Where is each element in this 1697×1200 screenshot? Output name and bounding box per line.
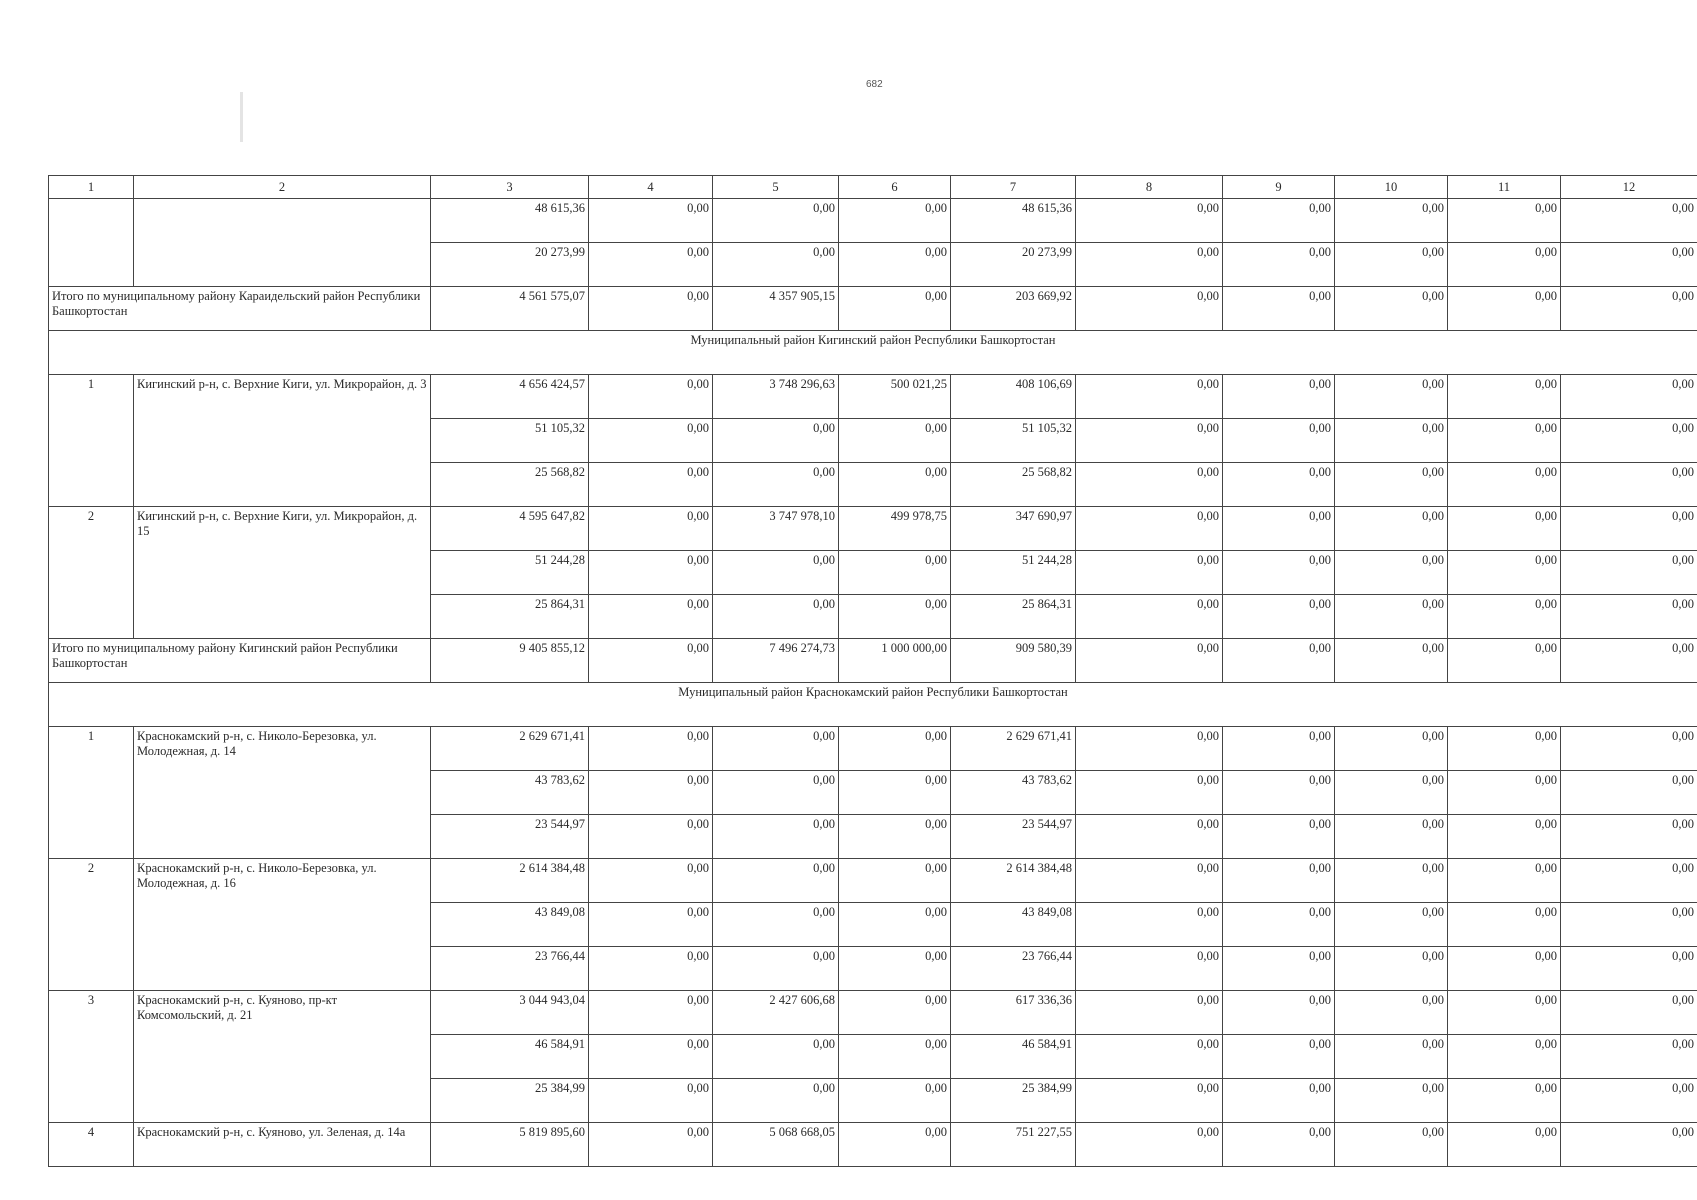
amount-cell: 0,00 <box>1223 507 1335 551</box>
amount-cell: 0,00 <box>1223 727 1335 771</box>
amount-cell: 0,00 <box>713 859 839 903</box>
amount-cell: 0,00 <box>1223 947 1335 991</box>
amount-cell: 4 595 647,82 <box>431 507 589 551</box>
amount-cell: 0,00 <box>1448 903 1561 947</box>
amount-cell: 0,00 <box>589 815 713 859</box>
amount-cell: 0,00 <box>589 1079 713 1123</box>
column-number-cell: 5 <box>713 176 839 199</box>
address-cell: Краснокамский р-н, с. Николо-Березовка, ул. Молодежная, д. 14 <box>134 727 431 859</box>
amount-cell: 0,00 <box>1223 287 1335 331</box>
amount-cell: 0,00 <box>1223 903 1335 947</box>
table-row <box>49 859 1697 903</box>
amount-cell: 0,00 <box>1335 419 1448 463</box>
amount-cell: 0,00 <box>1335 771 1448 815</box>
amount-cell: 9 405 855,12 <box>431 639 589 683</box>
column-number-row <box>49 176 1697 199</box>
amount-cell: 0,00 <box>1076 243 1223 287</box>
amount-cell: 0,00 <box>1223 639 1335 683</box>
amount-cell: 499 978,75 <box>839 507 951 551</box>
total-row <box>49 639 1697 683</box>
amount-cell: 20 273,99 <box>431 243 589 287</box>
amount-cell: 48 615,36 <box>431 199 589 243</box>
amount-cell: 0,00 <box>1076 419 1223 463</box>
amount-cell: 0,00 <box>589 859 713 903</box>
amount-cell: 0,00 <box>1335 1123 1448 1167</box>
amount-cell: 0,00 <box>1561 463 1697 507</box>
amount-cell: 5 068 668,05 <box>713 1123 839 1167</box>
amount-cell: 23 544,97 <box>951 815 1076 859</box>
amount-cell: 0,00 <box>1561 551 1697 595</box>
amount-cell: 0,00 <box>1561 991 1697 1035</box>
amount-cell: 0,00 <box>713 727 839 771</box>
column-number-cell: 4 <box>589 176 713 199</box>
amount-cell: 4 561 575,07 <box>431 287 589 331</box>
amount-cell: 0,00 <box>589 727 713 771</box>
amount-cell: 0,00 <box>1561 595 1697 639</box>
amount-cell: 0,00 <box>1076 639 1223 683</box>
amount-cell: 25 568,82 <box>951 463 1076 507</box>
amount-cell: 0,00 <box>713 815 839 859</box>
amount-cell: 0,00 <box>1076 375 1223 419</box>
table-row <box>49 991 1697 1035</box>
amount-cell: 0,00 <box>1448 595 1561 639</box>
amount-cell: 0,00 <box>1448 507 1561 551</box>
amount-cell: 0,00 <box>1076 463 1223 507</box>
amount-cell: 23 544,97 <box>431 815 589 859</box>
amount-cell: 0,00 <box>1335 507 1448 551</box>
table-row <box>49 1123 1697 1167</box>
amount-cell: 0,00 <box>1335 463 1448 507</box>
address-cell: Краснокамский р-н, с. Николо-Березовка, ул. Молодежная, д. 16 <box>134 859 431 991</box>
amount-cell: 46 584,91 <box>951 1035 1076 1079</box>
amount-cell: 23 766,44 <box>431 947 589 991</box>
table-row <box>49 375 1697 419</box>
amount-cell: 751 227,55 <box>951 1123 1076 1167</box>
amount-cell: 0,00 <box>713 595 839 639</box>
amount-cell: 2 427 606,68 <box>713 991 839 1035</box>
amount-cell: 0,00 <box>839 243 951 287</box>
amount-cell: 0,00 <box>1561 375 1697 419</box>
amount-cell: 0,00 <box>1561 639 1697 683</box>
amount-cell: 0,00 <box>1223 1035 1335 1079</box>
amount-cell: 0,00 <box>1223 771 1335 815</box>
amount-cell: 25 568,82 <box>431 463 589 507</box>
amount-cell: 51 244,28 <box>951 551 1076 595</box>
amount-cell: 0,00 <box>1448 991 1561 1035</box>
amount-cell: 0,00 <box>839 595 951 639</box>
section-header-row <box>49 331 1697 375</box>
amount-cell: 0,00 <box>1076 991 1223 1035</box>
amount-cell: 0,00 <box>1223 595 1335 639</box>
address-cell: Кигинский р-н, с. Верхние Киги, ул. Микрорайон, д. 15 <box>134 507 431 639</box>
amount-cell: 0,00 <box>1448 1079 1561 1123</box>
amount-cell: 0,00 <box>589 507 713 551</box>
amount-cell: 0,00 <box>589 375 713 419</box>
amount-cell: 0,00 <box>839 419 951 463</box>
budget-table <box>48 175 1697 1167</box>
amount-cell: 25 864,31 <box>431 595 589 639</box>
amount-cell: 0,00 <box>713 199 839 243</box>
row-index: 4 <box>49 1123 134 1167</box>
table-body <box>49 176 1697 1167</box>
amount-cell: 0,00 <box>1076 287 1223 331</box>
column-number-cell: 1 <box>49 176 134 199</box>
amount-cell: 0,00 <box>1448 463 1561 507</box>
amount-cell: 0,00 <box>1335 375 1448 419</box>
row-index: 2 <box>49 859 134 991</box>
amount-cell: 0,00 <box>589 639 713 683</box>
table-row <box>49 507 1697 551</box>
amount-cell: 0,00 <box>839 1079 951 1123</box>
amount-cell: 0,00 <box>1335 815 1448 859</box>
table-row <box>49 727 1697 771</box>
amount-cell: 0,00 <box>1448 243 1561 287</box>
amount-cell: 0,00 <box>839 815 951 859</box>
amount-cell: 0,00 <box>1561 727 1697 771</box>
amount-cell: 25 384,99 <box>951 1079 1076 1123</box>
amount-cell: 43 783,62 <box>951 771 1076 815</box>
amount-cell: 0,00 <box>1335 199 1448 243</box>
row-index <box>49 199 134 287</box>
section-header-row <box>49 683 1697 727</box>
amount-cell: 0,00 <box>1561 859 1697 903</box>
row-index: 3 <box>49 991 134 1123</box>
amount-cell: 5 819 895,60 <box>431 1123 589 1167</box>
amount-cell: 0,00 <box>839 991 951 1035</box>
amount-cell: 0,00 <box>1561 243 1697 287</box>
amount-cell: 0,00 <box>1076 1035 1223 1079</box>
amount-cell: 0,00 <box>1561 1035 1697 1079</box>
column-number-cell: 2 <box>134 176 431 199</box>
amount-cell: 0,00 <box>839 199 951 243</box>
amount-cell: 0,00 <box>839 1035 951 1079</box>
amount-cell: 0,00 <box>1076 595 1223 639</box>
amount-cell: 0,00 <box>1335 1035 1448 1079</box>
amount-cell: 3 044 943,04 <box>431 991 589 1035</box>
amount-cell: 0,00 <box>1561 771 1697 815</box>
amount-cell: 0,00 <box>589 199 713 243</box>
amount-cell: 0,00 <box>589 903 713 947</box>
amount-cell: 20 273,99 <box>951 243 1076 287</box>
amount-cell: 51 105,32 <box>951 419 1076 463</box>
amount-cell: 0,00 <box>1561 1079 1697 1123</box>
amount-cell: 0,00 <box>1223 243 1335 287</box>
amount-cell: 51 244,28 <box>431 551 589 595</box>
amount-cell: 0,00 <box>713 551 839 595</box>
amount-cell: 0,00 <box>1448 727 1561 771</box>
amount-cell: 2 629 671,41 <box>431 727 589 771</box>
amount-cell: 0,00 <box>589 991 713 1035</box>
amount-cell: 0,00 <box>713 947 839 991</box>
amount-cell: 0,00 <box>589 243 713 287</box>
amount-cell: 43 849,08 <box>431 903 589 947</box>
amount-cell: 0,00 <box>1335 595 1448 639</box>
amount-cell: 0,00 <box>1448 1123 1561 1167</box>
amount-cell: 0,00 <box>1448 199 1561 243</box>
amount-cell: 0,00 <box>1223 199 1335 243</box>
amount-cell: 0,00 <box>1561 1123 1697 1167</box>
amount-cell: 2 614 384,48 <box>951 859 1076 903</box>
amount-cell: 0,00 <box>1448 639 1561 683</box>
amount-cell: 25 384,99 <box>431 1079 589 1123</box>
amount-cell: 3 747 978,10 <box>713 507 839 551</box>
amount-cell: 0,00 <box>839 727 951 771</box>
amount-cell: 0,00 <box>1335 727 1448 771</box>
amount-cell: 4 656 424,57 <box>431 375 589 419</box>
amount-cell: 0,00 <box>1448 947 1561 991</box>
amount-cell: 43 783,62 <box>431 771 589 815</box>
amount-cell: 51 105,32 <box>431 419 589 463</box>
address-cell: Краснокамский р-н, с. Куяново, пр-кт Комсомольский, д. 21 <box>134 991 431 1123</box>
amount-cell: 0,00 <box>839 551 951 595</box>
amount-cell: 408 106,69 <box>951 375 1076 419</box>
amount-cell: 0,00 <box>1448 287 1561 331</box>
amount-cell: 0,00 <box>1561 507 1697 551</box>
amount-cell: 0,00 <box>589 463 713 507</box>
amount-cell: 0,00 <box>1335 551 1448 595</box>
amount-cell: 0,00 <box>1223 551 1335 595</box>
column-number-cell: 7 <box>951 176 1076 199</box>
amount-cell: 0,00 <box>1448 771 1561 815</box>
page-number: 682 <box>866 79 883 90</box>
amount-cell: 4 357 905,15 <box>713 287 839 331</box>
amount-cell: 0,00 <box>1448 419 1561 463</box>
amount-cell: 0,00 <box>839 903 951 947</box>
amount-cell: 0,00 <box>589 419 713 463</box>
amount-cell: 0,00 <box>1076 551 1223 595</box>
amount-cell: 0,00 <box>1335 947 1448 991</box>
address-cell: Кигинский р-н, с. Верхние Киги, ул. Микрорайон, д. 3 <box>134 375 431 507</box>
amount-cell: 0,00 <box>1335 903 1448 947</box>
amount-cell: 0,00 <box>589 947 713 991</box>
amount-cell: 46 584,91 <box>431 1035 589 1079</box>
amount-cell: 0,00 <box>1076 771 1223 815</box>
scan-artifact <box>240 92 243 142</box>
amount-cell: 0,00 <box>713 1079 839 1123</box>
amount-cell: 0,00 <box>1448 1035 1561 1079</box>
amount-cell: 0,00 <box>1076 199 1223 243</box>
amount-cell: 0,00 <box>1076 727 1223 771</box>
amount-cell: 909 580,39 <box>951 639 1076 683</box>
amount-cell: 25 864,31 <box>951 595 1076 639</box>
amount-cell: 1 000 000,00 <box>839 639 951 683</box>
section-title: Муниципальный район Краснокамский район Республики Башкортостан <box>49 683 1697 727</box>
amount-cell: 0,00 <box>1561 903 1697 947</box>
address-cell <box>134 199 431 287</box>
amount-cell: 3 748 296,63 <box>713 375 839 419</box>
amount-cell: 0,00 <box>713 463 839 507</box>
column-number-cell: 8 <box>1076 176 1223 199</box>
amount-cell: 0,00 <box>839 771 951 815</box>
amount-cell: 0,00 <box>1076 815 1223 859</box>
column-number-cell: 6 <box>839 176 951 199</box>
amount-cell: 0,00 <box>1223 991 1335 1035</box>
amount-cell: 0,00 <box>1223 859 1335 903</box>
table-row <box>49 199 1697 243</box>
amount-cell: 0,00 <box>1223 1079 1335 1123</box>
amount-cell: 0,00 <box>713 771 839 815</box>
amount-cell: 0,00 <box>589 771 713 815</box>
amount-cell: 0,00 <box>839 859 951 903</box>
amount-cell: 2 629 671,41 <box>951 727 1076 771</box>
amount-cell: 0,00 <box>589 595 713 639</box>
amount-cell: 0,00 <box>713 1035 839 1079</box>
amount-cell: 0,00 <box>1076 1123 1223 1167</box>
amount-cell: 0,00 <box>1335 243 1448 287</box>
amount-cell: 0,00 <box>1335 859 1448 903</box>
amount-cell: 0,00 <box>1076 1079 1223 1123</box>
amount-cell: 0,00 <box>839 463 951 507</box>
amount-cell: 0,00 <box>589 1035 713 1079</box>
amount-cell: 0,00 <box>713 903 839 947</box>
amount-cell: 0,00 <box>1223 1123 1335 1167</box>
amount-cell: 0,00 <box>839 287 951 331</box>
amount-cell: 0,00 <box>1561 947 1697 991</box>
address-cell: Краснокамский р-н, с. Куяново, ул. Зеленая, д. 14а <box>134 1123 431 1167</box>
amount-cell: 0,00 <box>1223 419 1335 463</box>
amount-cell: 0,00 <box>1076 507 1223 551</box>
amount-cell: 0,00 <box>1561 419 1697 463</box>
amount-cell: 0,00 <box>1561 815 1697 859</box>
amount-cell: 0,00 <box>1561 199 1697 243</box>
amount-cell: 0,00 <box>1448 375 1561 419</box>
amount-cell: 7 496 274,73 <box>713 639 839 683</box>
total-label: Итого по муниципальному району Караидельский район Республики Башкортостан <box>49 287 431 331</box>
amount-cell: 0,00 <box>1448 859 1561 903</box>
amount-cell: 617 336,36 <box>951 991 1076 1035</box>
amount-cell: 0,00 <box>1223 463 1335 507</box>
row-index: 1 <box>49 375 134 507</box>
amount-cell: 203 669,92 <box>951 287 1076 331</box>
amount-cell: 0,00 <box>1076 859 1223 903</box>
amount-cell: 0,00 <box>1223 815 1335 859</box>
column-number-cell: 9 <box>1223 176 1335 199</box>
amount-cell: 0,00 <box>589 1123 713 1167</box>
amount-cell: 43 849,08 <box>951 903 1076 947</box>
amount-cell: 0,00 <box>1076 947 1223 991</box>
amount-cell: 0,00 <box>1335 639 1448 683</box>
column-number-cell: 10 <box>1335 176 1448 199</box>
amount-cell: 0,00 <box>589 551 713 595</box>
amount-cell: 500 021,25 <box>839 375 951 419</box>
amount-cell: 23 766,44 <box>951 947 1076 991</box>
amount-cell: 0,00 <box>713 419 839 463</box>
column-number-cell: 12 <box>1561 176 1697 199</box>
total-label: Итого по муниципальному району Кигинский район Республики Башкортостан <box>49 639 431 683</box>
amount-cell: 0,00 <box>1076 903 1223 947</box>
row-index: 2 <box>49 507 134 639</box>
column-number-cell: 11 <box>1448 176 1561 199</box>
amount-cell: 0,00 <box>1448 815 1561 859</box>
amount-cell: 0,00 <box>839 1123 951 1167</box>
amount-cell: 0,00 <box>1561 287 1697 331</box>
amount-cell: 0,00 <box>1223 375 1335 419</box>
amount-cell: 0,00 <box>1335 991 1448 1035</box>
amount-cell: 347 690,97 <box>951 507 1076 551</box>
amount-cell: 2 614 384,48 <box>431 859 589 903</box>
amount-cell: 0,00 <box>1448 551 1561 595</box>
section-title: Муниципальный район Кигинский район Республики Башкортостан <box>49 331 1697 375</box>
amount-cell: 0,00 <box>589 287 713 331</box>
amount-cell: 0,00 <box>713 243 839 287</box>
column-number-cell: 3 <box>431 176 589 199</box>
amount-cell: 0,00 <box>839 947 951 991</box>
amount-cell: 0,00 <box>1335 287 1448 331</box>
total-row <box>49 287 1697 331</box>
amount-cell: 0,00 <box>1335 1079 1448 1123</box>
row-index: 1 <box>49 727 134 859</box>
amount-cell: 48 615,36 <box>951 199 1076 243</box>
